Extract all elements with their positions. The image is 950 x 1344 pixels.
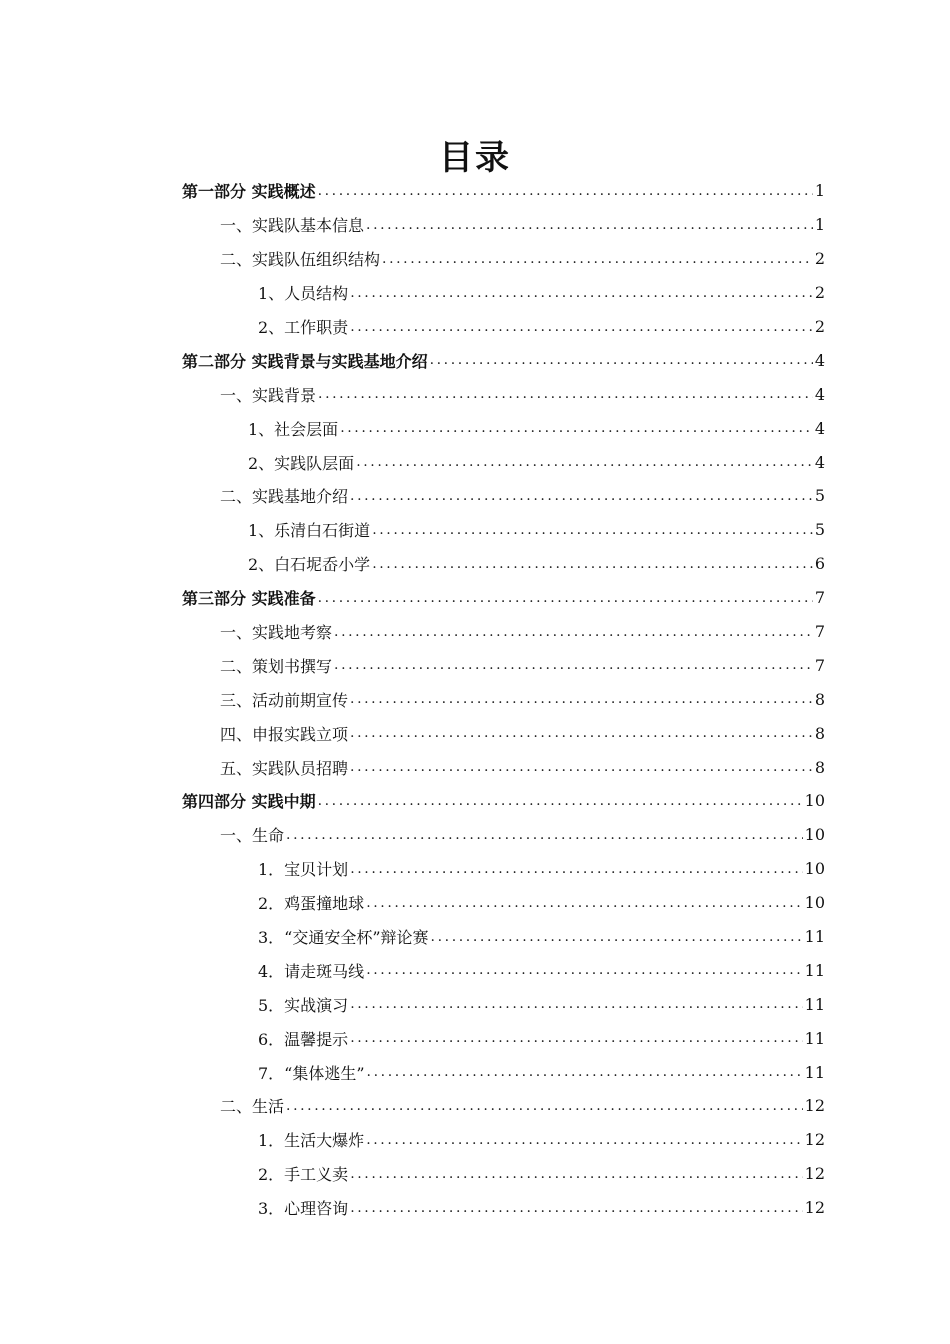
toc-entry[interactable]	[0, 513, 950, 547]
toc-leader-dots	[286, 1098, 803, 1114]
toc-leader-dots	[366, 895, 802, 911]
toc-entry[interactable]	[0, 411, 950, 445]
toc-entry-title: 2、白石坭岙小学	[248, 555, 371, 575]
toc-entry-page-number: 11	[804, 927, 825, 947]
toc-entry-page-number: 11	[804, 1062, 825, 1082]
toc-title: 目录	[439, 138, 511, 178]
toc-entry-page-number: 8	[814, 723, 825, 743]
toc-entry[interactable]	[0, 1157, 950, 1191]
toc-entry-title: 3．心理咨询	[258, 1199, 349, 1219]
toc-entry-title: 2、工作职责	[258, 318, 349, 337]
toc-leader-dots	[350, 725, 813, 741]
toc-entry[interactable]	[0, 818, 950, 852]
toc-leader-dots	[350, 691, 813, 707]
toc-entry[interactable]	[0, 784, 950, 818]
toc-leader-dots	[350, 861, 802, 877]
toc-leader-dots	[431, 929, 803, 945]
toc-entry-title: 四、申报实践立项	[220, 724, 349, 744]
toc-entry-title: 7．“集体逃生”	[258, 1063, 365, 1083]
toc-leader-dots	[318, 386, 813, 402]
toc-leader-dots	[350, 759, 813, 775]
toc-entry-title: 第四部分 实践中期	[182, 792, 316, 812]
toc-entry[interactable]	[0, 276, 950, 310]
toc-entry-page-number: 2	[814, 317, 825, 336]
toc-leader-dots	[366, 217, 813, 233]
toc-entry-title: 1、人员结构	[258, 284, 349, 304]
toc-entry-page-number: 4	[814, 384, 825, 404]
toc-entry-title: 二、生活	[220, 1097, 285, 1117]
toc-entry-page-number: 10	[804, 791, 825, 811]
toc-entry[interactable]	[0, 987, 950, 1021]
toc-entry-title: 5．实战演习	[258, 995, 349, 1015]
toc-leader-dots	[286, 827, 803, 843]
toc-entry[interactable]	[0, 615, 950, 649]
toc-entry[interactable]	[0, 310, 950, 344]
toc-entry-title: 3．“交通安全杯”辩论赛	[258, 928, 429, 948]
toc-entry[interactable]	[0, 716, 950, 750]
toc-leader-dots	[372, 556, 813, 572]
toc-entry-page-number: 1	[814, 215, 825, 235]
toc-leader-dots	[350, 1030, 802, 1046]
toc-entry-page-number: 7	[814, 588, 825, 608]
toc-entry-title: 2．鸡蛋撞地球	[258, 894, 365, 914]
toc-leader-dots	[350, 488, 813, 504]
toc-entry-title: 第三部分 实践准备	[182, 589, 316, 609]
toc-entry-title: 三、活动前期宣传	[220, 690, 349, 710]
toc-entry-page-number: 1	[814, 181, 825, 201]
toc-entry-page-number: 12	[804, 1198, 825, 1218]
toc-entry-title: 一、实践地考察	[220, 623, 333, 643]
toc-entry-page-number: 10	[804, 859, 825, 879]
toc-list	[0, 174, 950, 1225]
toc-entry-title: 一、生命	[220, 826, 285, 846]
toc-entry-page-number: 10	[804, 825, 825, 845]
toc-leader-dots	[350, 996, 802, 1012]
toc-entry-page-number: 4	[814, 350, 825, 370]
toc-entry-page-number: 2	[814, 249, 825, 269]
toc-entry[interactable]	[0, 682, 950, 716]
toc-entry-title: 2、实践队层面	[248, 453, 355, 473]
toc-entry[interactable]	[0, 208, 950, 242]
toc-leader-dots	[350, 285, 813, 301]
toc-entry[interactable]	[0, 1055, 950, 1089]
toc-leader-dots	[372, 522, 813, 538]
toc-entry[interactable]	[0, 581, 950, 615]
toc-entry[interactable]	[0, 750, 950, 784]
toc-entry-title: 二、策划书撰写	[220, 656, 333, 676]
toc-entry[interactable]	[0, 377, 950, 411]
toc-entry[interactable]	[0, 1123, 950, 1157]
toc-entry-title: 二、实践队伍组织结构	[220, 250, 381, 270]
toc-leader-dots	[334, 657, 813, 673]
toc-entry-page-number: 8	[814, 757, 825, 777]
toc-entry[interactable]	[0, 1089, 950, 1123]
toc-entry-title: 2．手工义卖	[258, 1165, 349, 1185]
toc-entry[interactable]	[0, 174, 950, 208]
toc-entry[interactable]	[0, 547, 950, 581]
toc-entry-title: 1、社会层面	[248, 419, 339, 439]
toc-entry-title: 1、乐清白石街道	[248, 521, 371, 541]
toc-entry-page-number: 12	[804, 1164, 825, 1184]
toc-entry-page-number: 12	[804, 1130, 825, 1150]
toc-entry[interactable]	[0, 953, 950, 987]
toc-entry[interactable]	[0, 343, 950, 377]
toc-entry-page-number: 12	[804, 1096, 825, 1116]
toc-entry-page-number: 11	[804, 994, 825, 1014]
toc-entry[interactable]	[0, 648, 950, 682]
toc-leader-dots	[350, 319, 813, 335]
toc-entry-title: 第二部分 实践背景与实践基地介绍	[182, 351, 428, 371]
toc-leader-dots	[350, 1200, 802, 1216]
toc-entry[interactable]	[0, 886, 950, 920]
toc-entry-title: 一、实践背景	[220, 385, 317, 405]
toc-leader-dots	[366, 962, 802, 978]
toc-entry-title: 4．请走斑马线	[258, 961, 365, 981]
toc-entry[interactable]	[0, 1021, 950, 1055]
toc-entry-page-number: 4	[814, 452, 825, 472]
toc-entry-title: 一、实践队基本信息	[220, 216, 365, 236]
toc-leader-dots	[340, 420, 813, 436]
toc-entry-page-number: 5	[814, 520, 825, 540]
toc-leader-dots	[318, 183, 813, 199]
toc-entry-title: 五、实践队员招聘	[220, 758, 349, 778]
toc-leader-dots	[366, 1132, 802, 1148]
toc-entry-page-number: 7	[814, 655, 825, 675]
toc-entry-title: 1．生活大爆炸	[258, 1131, 365, 1151]
toc-leader-dots	[318, 590, 813, 606]
toc-entry[interactable]	[0, 852, 950, 886]
toc-entry[interactable]	[0, 920, 950, 954]
toc-leader-dots	[356, 454, 813, 470]
toc-entry-title: 1．宝贝计划	[258, 860, 349, 880]
toc-entry[interactable]	[0, 479, 950, 513]
toc-entry-title: 二、实践基地介绍	[220, 487, 349, 507]
toc-entry-page-number: 4	[814, 418, 825, 438]
toc-entry-page-number: 8	[814, 689, 825, 709]
toc-entry[interactable]	[0, 242, 950, 276]
toc-leader-dots	[318, 793, 803, 809]
toc-entry-page-number: 5	[814, 486, 825, 506]
toc-entry-title: 6．温馨提示	[258, 1029, 349, 1049]
toc-entry-page-number: 11	[804, 1028, 825, 1048]
toc-entry-page-number: 7	[814, 622, 825, 642]
toc-leader-dots	[367, 1064, 803, 1080]
toc-leader-dots	[382, 251, 813, 267]
toc-entry[interactable]	[0, 1191, 950, 1225]
toc-entry-page-number: 2	[814, 283, 825, 303]
toc-entry-page-number: 11	[804, 960, 825, 980]
toc-entry-page-number: 6	[814, 554, 825, 574]
toc-entry[interactable]	[0, 445, 950, 479]
toc-leader-dots	[430, 352, 813, 368]
toc-leader-dots	[350, 1166, 802, 1182]
toc-entry-title: 第一部分 实践概述	[182, 182, 316, 202]
toc-leader-dots	[334, 624, 813, 640]
toc-entry-page-number: 10	[804, 893, 825, 913]
